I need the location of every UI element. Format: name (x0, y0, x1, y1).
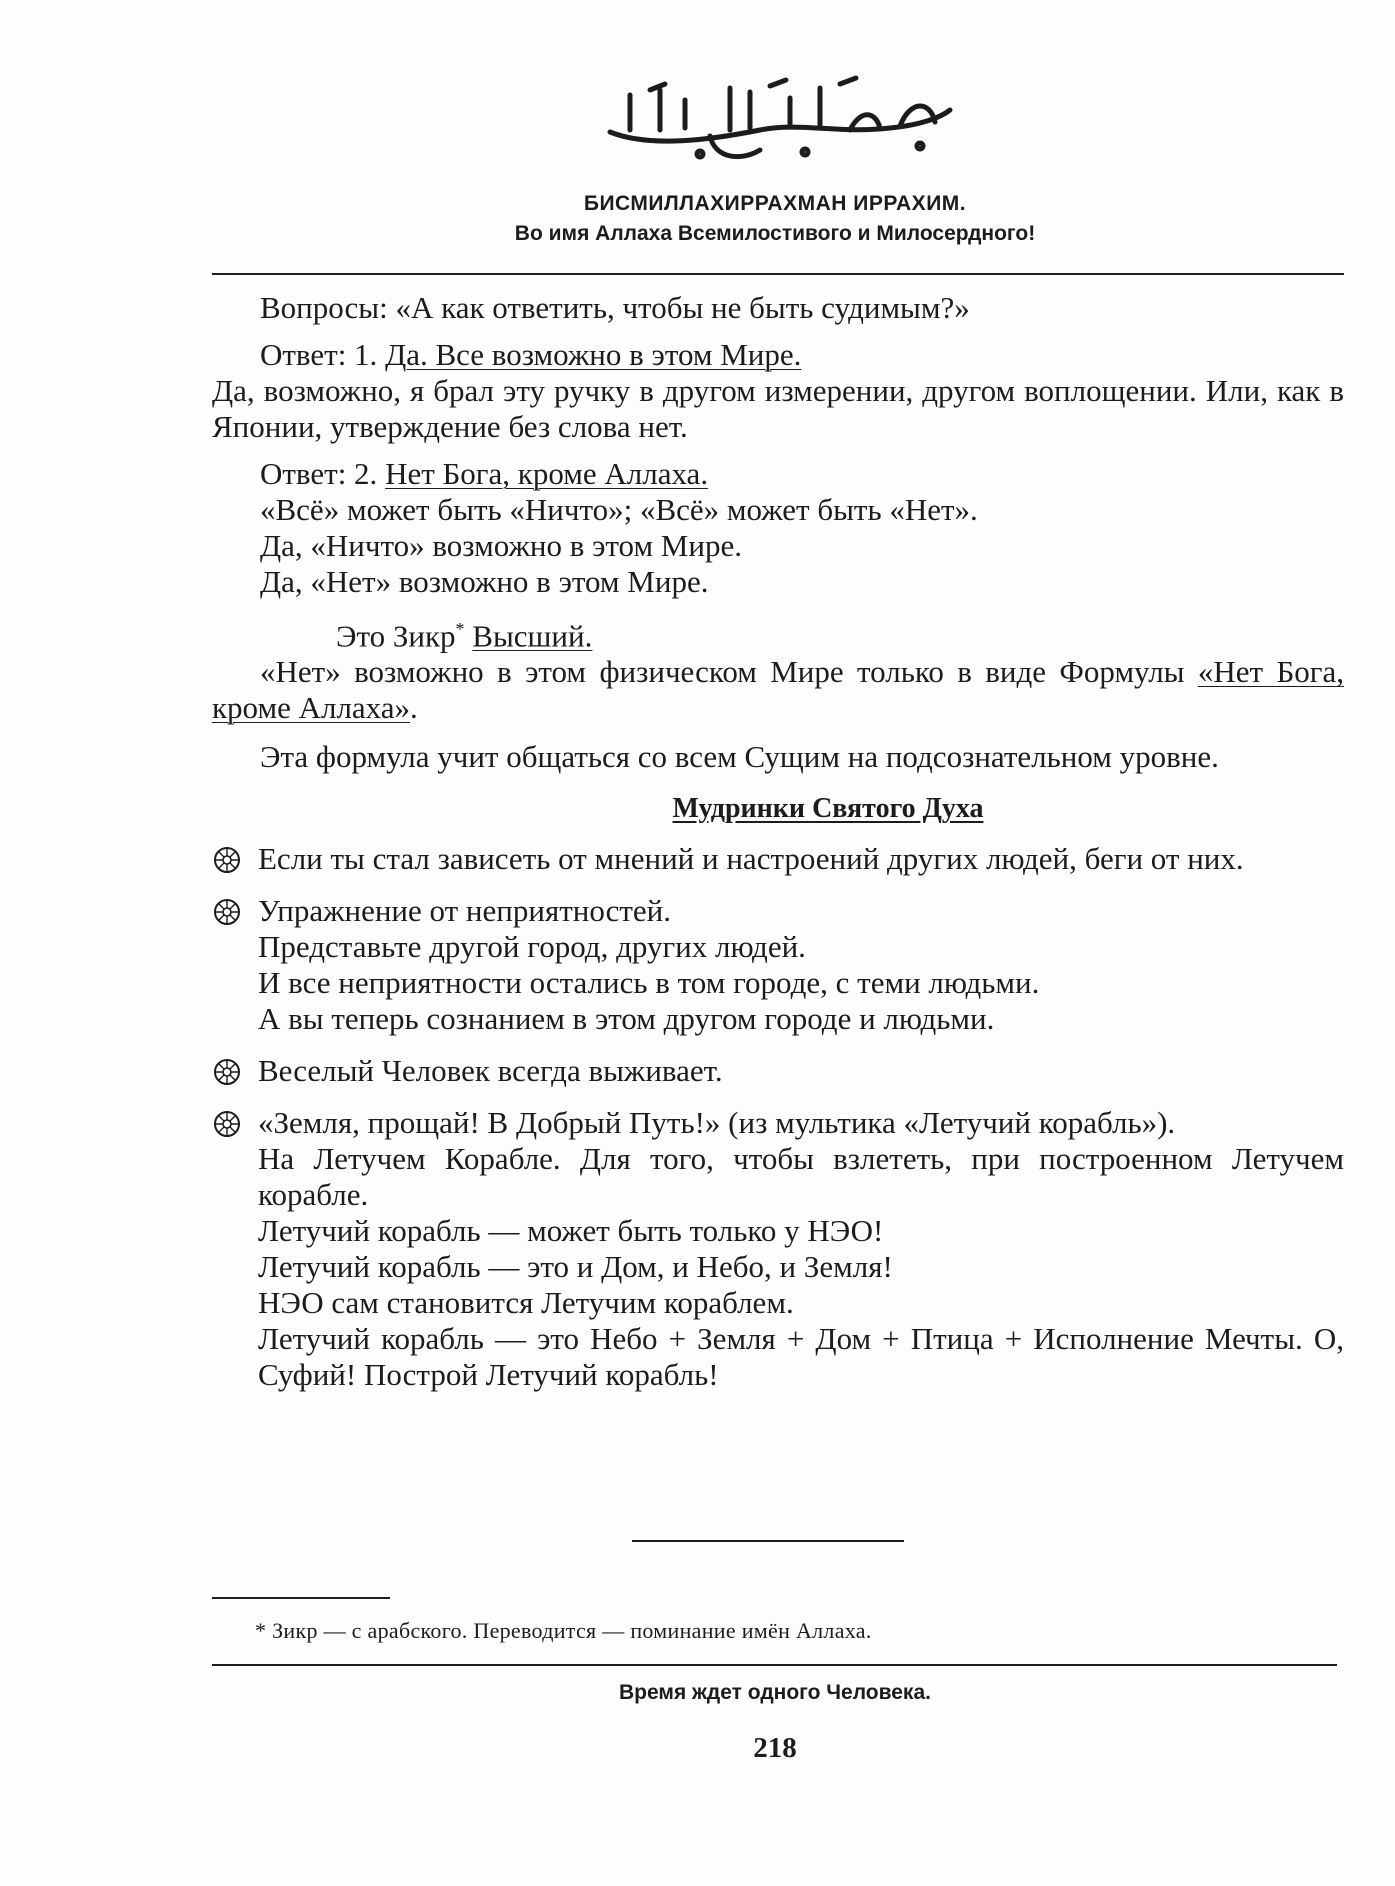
end-of-text-rule (632, 1540, 904, 1542)
answer2-line: Да, «Нет» возможно в этом Мире. (260, 564, 709, 599)
formula-underlined: «Нет Бога, кроме Аллаха» (212, 654, 1344, 726)
page-number: 218 (753, 1732, 797, 1764)
zikr-underlined: Высший. (472, 618, 593, 654)
wisdom-line: И все неприятности остались в том городе, с теми людьми. (258, 965, 1040, 1001)
answer1-heading: Ответ: 1. Да. Все возможно в этом Мире. (260, 337, 802, 372)
footnote: * Зикр — с арабского. Переводится — поминание имён Аллаха. (255, 1618, 872, 1643)
answer2-line: «Всё» может быть «Ничто»; «Всё» может быть «Нет». (260, 492, 978, 527)
wisdom-line: На Летучем Корабле. Для того, чтобы взлететь, при построенном Летучем корабле. (258, 1141, 1344, 1213)
header-rule (212, 273, 1344, 275)
formula-paragraph: «Нет» возможно в этом физическом Мире только в виде Формулы «Нет Бога, кроме Аллаха». (212, 654, 1344, 726)
section-heading: Мудринки Святого Духа (672, 793, 984, 825)
wisdom-line: Летучий корабль — это Небо + Земля + Дом + Птица + Исполнение Мечты. О, Суфий! Построй Летучий корабль! (258, 1321, 1344, 1393)
answer2-line: Да, «Ничто» возможно в этом Мире. (260, 528, 742, 563)
footnote-rule (212, 1597, 390, 1599)
footer-rule (212, 1664, 1337, 1666)
wisdom-line: Представьте другой город, других людей. (258, 929, 806, 965)
wisdom-line: Упражнение от неприятностей. (258, 893, 672, 929)
flower-bullet-icon (212, 1057, 242, 1087)
flower-bullet-icon (212, 845, 242, 875)
basmala-calligraphy (590, 70, 960, 180)
header-transliteration: БИСМИЛЛАХИРРАХМАН ИРРАХИМ. (583, 192, 967, 215)
running-footer: Время ждет одного Человека. (619, 1681, 931, 1704)
wisdom-line: Летучий корабль — это и Дом, и Небо, и Земля! (258, 1249, 893, 1285)
wisdom-item (212, 893, 1344, 1037)
wisdom-item (212, 1105, 1344, 1393)
wisdom-line: «Земля, прощай! В Добрый Путь!» (из мультика «Летучий корабль»). (258, 1105, 1176, 1141)
answer1-text: Да, возможно, я брал эту ручку в другом измерении, другом воплощении. Или, как в Японии, утверждение без слова нет. (212, 373, 1344, 444)
flower-bullet-icon (212, 1109, 242, 1139)
footnote-marker: * (455, 619, 465, 639)
header-translation: Во имя Аллаха Всемилостивого и Милосердного! (514, 222, 1036, 245)
answer2-underlined: Нет Бога, кроме Аллаха. (385, 456, 709, 491)
main-text (212, 290, 1344, 1393)
answer2-heading: Ответ: 2. Нет Бога, кроме Аллаха. (260, 456, 709, 491)
wisdom-line: Летучий корабль — может быть только у НЭО! (258, 1213, 884, 1249)
question-line: Вопросы: «А как ответить, чтобы не быть судимым?» (260, 290, 970, 325)
wisdom-item (212, 841, 1344, 877)
wisdom-line: НЭО сам становится Летучим кораблем. (258, 1285, 794, 1321)
zikr-line: Это Зикр* Высший. (336, 618, 593, 654)
answer1-underlined: Да. Все возможно в этом Мире. (385, 337, 802, 372)
wisdom-line: Если ты стал зависеть от мнений и настроений других людей, беги от них. (258, 841, 1244, 877)
wisdom-line: А вы теперь сознанием в этом другом городе и людьми. (258, 1001, 995, 1037)
wisdom-item (212, 1053, 1344, 1089)
formula-teaches: Эта формула учит общаться со всем Сущим на подсознательном уровне. (260, 739, 1219, 775)
wisdom-line: Веселый Человек всегда выживает. (258, 1053, 723, 1089)
flower-bullet-icon (212, 897, 242, 927)
